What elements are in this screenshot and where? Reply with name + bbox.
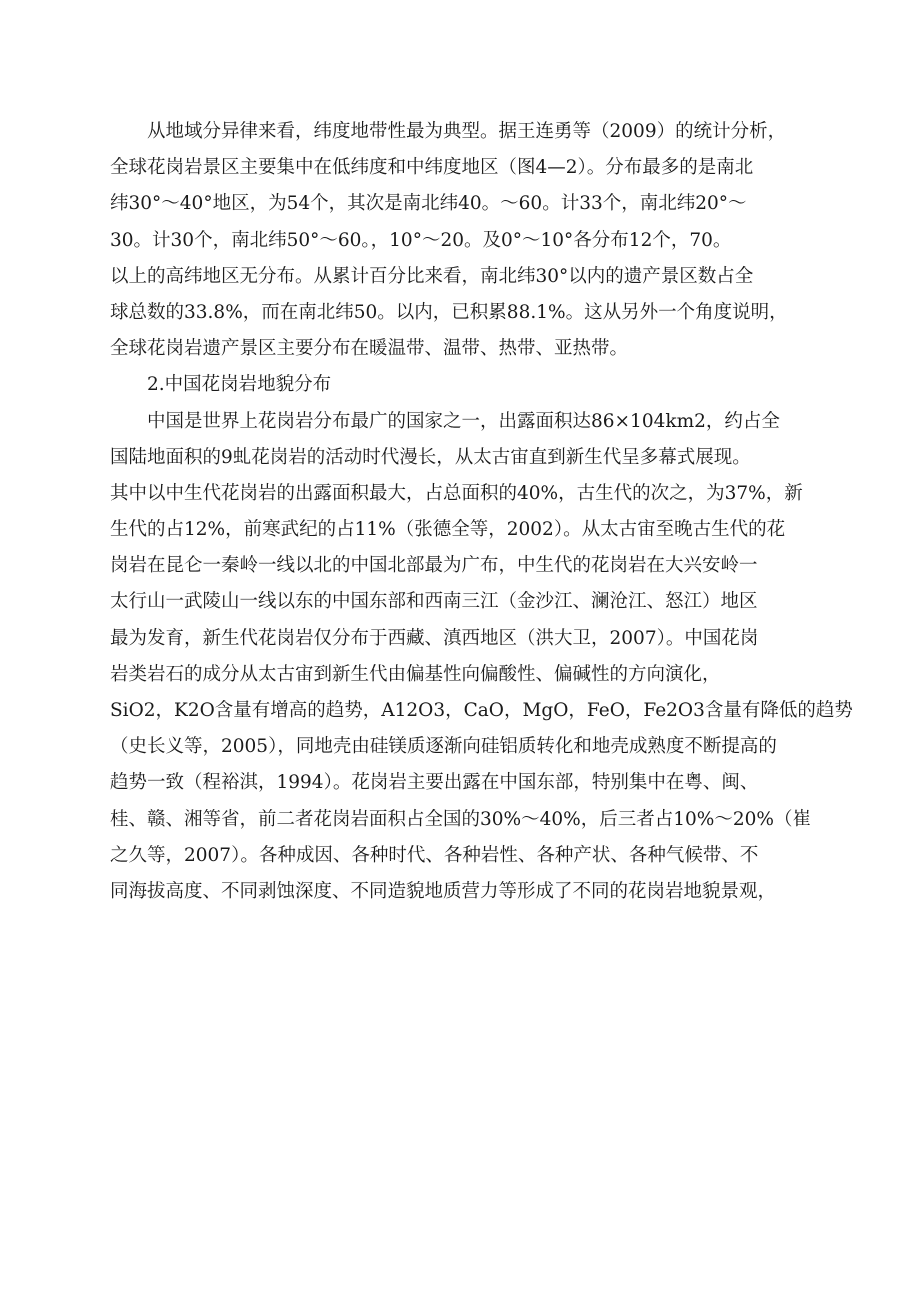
text-line: 球总数的33.8%，而在南北纬50。以内，已积累88.1%。这从另外一个角度说明， [110, 301, 788, 323]
text-line: 国陆地面积的9虬花岗岩的活动时代漫长，从太古宙直到新生代呈多幕式展现。 [110, 446, 751, 468]
section-heading [110, 367, 825, 403]
text-line: 全球花岗岩景区主要集中在低纬度和中纬度地区（图4—2）。分布最多的是南北 [110, 157, 754, 179]
text-line: SiO2，K2O含量有增高的趋势，A12O3，CaO，MgO，FeO，Fe2O3含量有降低的趋势 [110, 700, 853, 721]
text-line: 纬30°～40°地区，为54个，其次是南北纬40。～60。计33个，南北纬20°～ [110, 193, 747, 215]
text-line: （史长义等，2005），同地壳由硅镁质逐渐向硅铝质转化和地壳成熟度不断提高的 [110, 736, 777, 758]
text-line: 岗岩在昆仑一秦岭一线以北的中国北部最为广布，中生代的花岗岩在大兴安岭一 [110, 555, 758, 577]
text-line: 之久等，2007）。各种成因、各种时代、各种岩性、各种产状、各种气候带、不 [110, 844, 759, 866]
text-line: 30。计30个，南北纬50°～60。，10°～20。及0°～10°各分布12个，70。 [110, 229, 732, 251]
text-line: 中国是世界上花岗岩分布最广的国家之一，出露面积达86×104km2，约占全 [147, 410, 780, 432]
document-body [110, 114, 853, 910]
text-line: 全球花岗岩遗产景区主要分布在暖温带、温带、热带、亚热带。 [110, 338, 629, 360]
text-line: 最为发育，新生代花岗岩仅分布于西藏、滇西地区（洪大卫，2007）。中国花岗 [110, 627, 759, 649]
text-line: 其中以中生代花岗岩的出露面积最大，占总面积的40%，古生代的次之，为37%，新 [110, 482, 803, 504]
paragraph-china-granite-distribution [110, 404, 853, 911]
text-line: 趋势一致（程裕淇，1994）。花岗岩主要出露在中国东部，特别集中在粤、闽、 [110, 772, 759, 794]
paragraph-latitudinal-distribution [110, 114, 825, 367]
text-line: 生代的占12%，前寒武纪的占11%（张德全等，2002）。从太古宙至晚古生代的花 [110, 519, 786, 541]
text-line: 桂、赣、湘等省，前二者花岗岩面积占全国的30%～40%，后三者占10%～20%（崔 [110, 808, 811, 830]
text-line: 以上的高纬地区无分布。从累计百分比来看，南北纬30°以内的遗产景区数占全 [110, 265, 754, 287]
text-line: 从地域分异律来看，纬度地带性最为典型。据王连勇等（2009）的统计分析， [147, 121, 787, 142]
text-line: 太行山一武陵山一线以东的中国东部和西南三江（金沙江、澜沧江、怒江）地区 [110, 591, 758, 613]
section-title: 2.中国花岗岩地貌分布 [147, 374, 332, 396]
text-line: 岩类岩石的成分从太古宙到新生代由偏基性向偏酸性、偏碱性的方向演化， [110, 663, 721, 685]
text-line: 同海拔高度、不同剥蚀深度、不同造貌地质营力等形成了不同的花岗岩地貌景观， [110, 880, 777, 902]
